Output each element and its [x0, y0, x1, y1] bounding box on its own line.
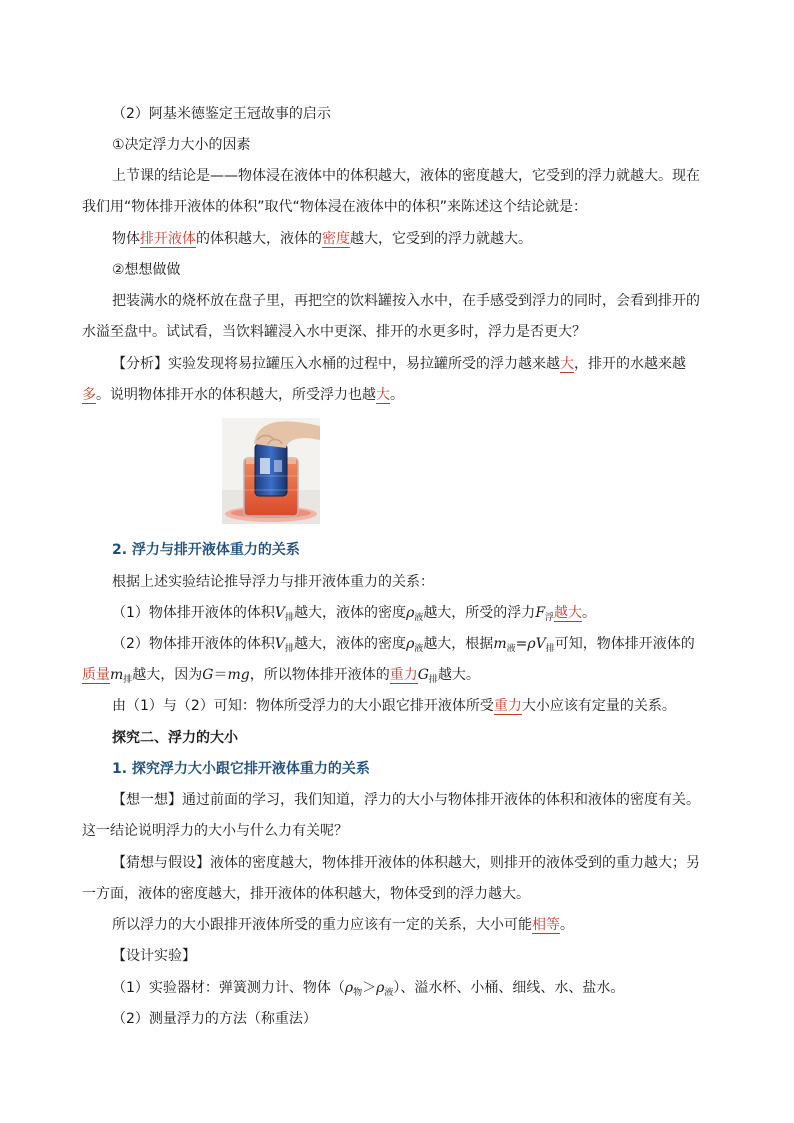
equipment-list: （1）实验器材：弹簧测力计、物体$(\rho_物>\rho_液)$、溢水杯、小桶、细线、水、盐水。: [112, 980, 625, 998]
answer-blank: 重力: [493, 698, 522, 714]
answer-blank: 排开液体: [140, 231, 196, 247]
section-2-title: （2）阿基米德鉴定王冠故事的启示: [112, 106, 331, 122]
answer-blank: 密度: [322, 231, 350, 247]
paragraph-3-line-2: 水溢至盘中。试试看，当饮料罐浸入水中更深、排开的水更多时，浮力是否更大？: [82, 324, 586, 340]
hypothesis-line-2: 一方面，液体的密度越大，排开液体的体积越大，物体受到的浮力越大。: [82, 886, 530, 902]
heading-2: 2. 浮力与排开液体重力的关系: [112, 542, 300, 558]
paragraph-1-line-2: 我们用“物体排开液体的体积”取代“物体浸在液体中的体积”来陈述这个结论就是：: [82, 199, 588, 215]
relation-item-1: （1）物体排开液体的体积$V_排$越大，液体的密度$\rho_液$越大，所受的浮力$F_浮$越大。: [112, 605, 597, 623]
subsection-1-title: ①决定浮力大小的因素: [112, 137, 251, 153]
paragraph-8: 所以浮力的大小跟排开液体所受的重力应该有一定的关系，大小可能相等。: [112, 917, 574, 933]
answer-blank: 多: [82, 387, 96, 403]
analysis-line-1: 【分析】实验发现将易拉罐压入水桶的过程中，易拉罐所受的浮力越来越大，排开的水越来越: [112, 356, 686, 372]
paragraph-1-line-1: 上节课的结论是——物体浸在液体中的体积越大，液体的密度越大，它受到的浮力就越大。现在: [112, 168, 700, 184]
heading-3: 探究二、浮力的大小: [112, 730, 238, 746]
measurement-method: （2）测量浮力的方法（称重法）: [112, 1011, 317, 1027]
subsection-2-title: ②想想做做: [112, 262, 181, 278]
heading-4: 1. 探究浮力大小跟它排开液体重力的关系: [112, 761, 370, 777]
paragraph-5: 由（1）与（2）可知：物体所受浮力的大小跟它排开液体所受重力大小应该有定量的关系。: [112, 698, 676, 714]
answer-blank: 相等: [532, 917, 560, 933]
answer-blank: 越大: [554, 605, 583, 621]
answer-blank: 质量: [82, 667, 110, 683]
paragraph-4: 根据上述实验结论推导浮力与排开液体重力的关系：: [112, 574, 434, 590]
answer-blank: 大: [376, 387, 390, 403]
analysis-line-2: 多。说明物体排开水的体积越大，所受浮力也越大。: [82, 387, 404, 403]
design-experiment-title: 【设计实验】: [112, 948, 196, 964]
think-line-1: 【想一想】通过前面的学习，我们知道，浮力的大小与物体排开液体的体积和液体的密度有关。: [112, 792, 700, 808]
hypothesis-line-1: 【猜想与假设】液体的密度越大，物体排开液体的体积越大，则排开的液体受到的重力越大；另: [112, 855, 700, 871]
can-in-beaker-photo: [222, 418, 320, 524]
answer-blank: 重力: [389, 667, 418, 683]
paragraph-3-line-1: 把装满水的烧杯放在盘子里，再把空的饮料罐按入水中，在手感受到浮力的同时，会看到排开的: [112, 293, 700, 309]
answer-blank: 大: [560, 356, 574, 372]
paragraph-2: 物体排开液体的体积越大，液体的密度越大，它受到的浮力就越大。: [112, 231, 532, 247]
relation-item-2-line-2: 质量$m_排$越大，因为G＝mg，所以物体排开液体的重力$G_排$越大。: [82, 667, 480, 685]
think-line-2: 这一结论说明浮力的大小与什么力有关呢？: [82, 823, 348, 839]
relation-item-2-line-1: （2）物体排开液体的体积$V_排$越大，液体的密度$\rho_液$越大，根据$m_液=\rho V_排$可知，物体排开液体的: [112, 636, 695, 654]
